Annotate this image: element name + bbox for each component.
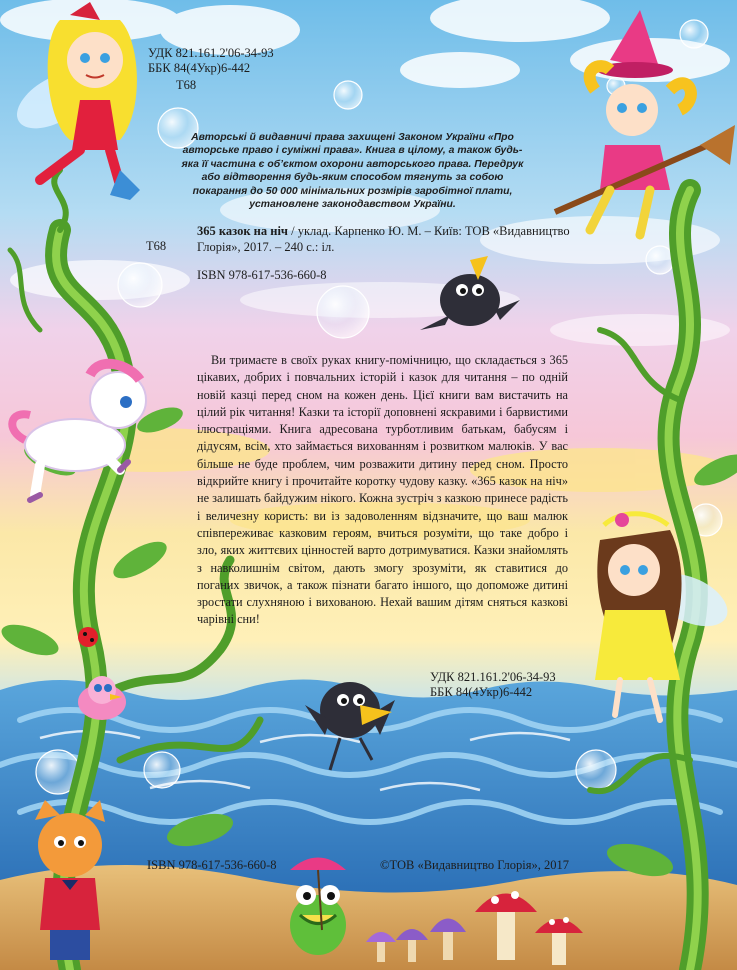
catalog-code-top: Т68 bbox=[176, 78, 197, 92]
bibliographic-record bbox=[197, 224, 597, 255]
bbk-bottom: ББК 84(4Укр)6-442 bbox=[430, 685, 533, 699]
book-title: 365 казок на ніч bbox=[197, 224, 288, 238]
bibliographic-details: / уклад. Карпенко Ю. М. – Київ: ТОВ «Видавництво Глорія», 2017. – 240 с.: іл. bbox=[197, 224, 570, 254]
ladybug bbox=[78, 627, 98, 647]
bbk-top: ББК 84(4Укр)6-442 bbox=[148, 61, 251, 75]
isbn-bottom: ISBN 978-617-536-660-8 bbox=[147, 858, 277, 872]
book-annotation: Ви тримаєте в своїх руках книгу-помічницю, що складається з 365 цікавих, добрих і повчальних історій і казок для читання – по одній новій казці перед сном на кожен день. Цієї книги вам вистачить на цілий рік читання! Казки та історії доповнені яскравими і барвистими ілюстраціями. Книга адресована турботливим батькам, бабусям і дідусям, всім, хто займається вихованням і розвитком малюків. У вас більше не буде проблем, чим розважити дитину перед сном. Просто відкрийте книгу і прочитайте коротку чудову казку. «365 казок на ніч» не залишать байдужим нікого. Кожна зустріч з казкою принесе радість і величезну користь: ви із задоволенням відзначите, що ваш малюк співпереживає казковим героям, вчиться розуміти, що таке добро і зло, яких життєвих цінностей варто дотримуватися. Казки знайомлять з навколишнім світом, дають змогу зрозуміти, як ставитися до поганих звичок, а також пізнати багато іншого, що допоможе дитині зростати слухняною і вихованою. Нехай вашим дітям сняться казкові чарівні сни! bbox=[197, 353, 568, 627]
copyright-notice: Авторські й видавничі права захищені Законом України «Про авторське право і суміжні права». Книга в цілому, а також будь-яка її частина є об’єктом охорони авторського права. Передрук або відтворення будь-яким способом тягнуть за собою покарання до 50 000 мінімальних розмірів заробітної плати, установлене законодавством України. bbox=[181, 132, 524, 211]
udk-bottom: УДК 821.161.2'06-34-93 bbox=[430, 670, 556, 684]
publisher-copyright: ©ТОВ «Видавництво Глорія», 2017 bbox=[380, 858, 570, 872]
catalog-code: Т68 bbox=[146, 239, 167, 253]
isbn-top: ISBN 978-617-536-660-8 bbox=[197, 268, 327, 282]
udk-top: УДК 821.161.2'06-34-93 bbox=[148, 46, 274, 60]
